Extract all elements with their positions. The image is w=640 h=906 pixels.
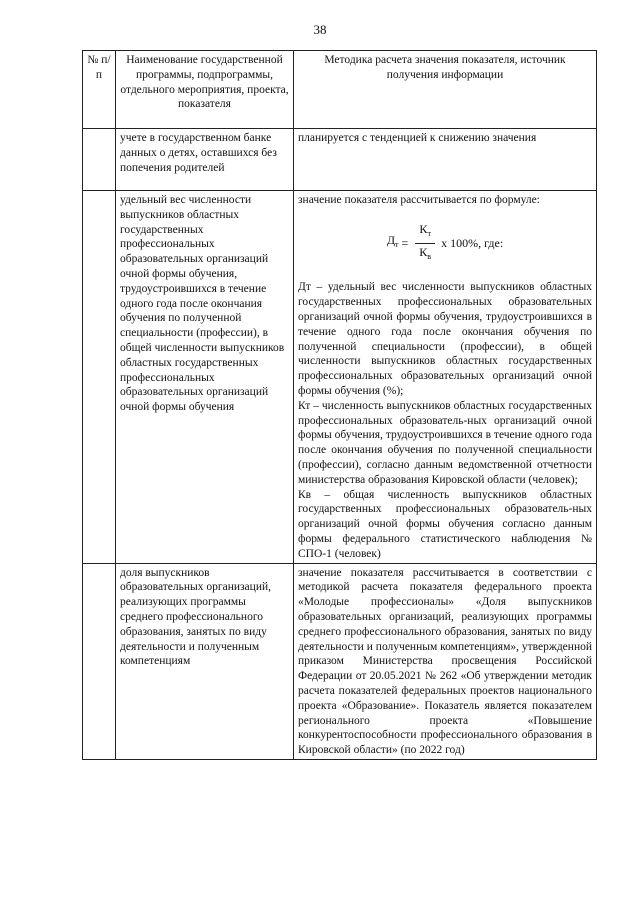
row1-name: учете в государственном банке данных о детях, оставшихся без попечения родителей	[116, 129, 294, 191]
definition-kt: Кт – численность выпускников областных государственных профессиональных образователь-ных организаций очной формы обучения, трудоустроившихся в течение одного года после окончания обучения по полученной специальности (профессии), согласно данным ведомственной отчетности министерства образования Кировской области (человек);	[298, 399, 592, 486]
definition-kv: Кв – общая численность выпускников областных государственных профессиональных образователь-ных организаций очной формы обучения согласно данным формы федерального статистического наблюдения № СПО-1 (человек)	[298, 488, 592, 560]
formula-numerator: $К_т$	[415, 222, 435, 244]
header-num: № п/п	[83, 51, 116, 129]
formula	[298, 222, 592, 265]
row1-method: планируется с тенденцией к снижению значения	[294, 129, 597, 191]
header-name: Наименование государственной программы, подпрограммы, отдельного мероприятия, проекта, показателя	[116, 51, 294, 129]
formula-lhs: $Д_т$	[386, 233, 399, 250]
formula-eq: =	[401, 235, 409, 250]
row1-num	[83, 129, 116, 191]
row2-method	[294, 191, 597, 564]
definition-dt: Дт – удельный вес численности выпускников областных государственных профессиональных образовательных организаций очной формы обучения, трудоустроившихся в течение одного года после окончания обучения по полученной специальности (профессии), в общей численности выпускников областных государственных профессиональных образовательных организаций очной формы обучения (%);	[298, 281, 592, 397]
header-method: Методика расчета значения показателя, источник получения информации	[294, 51, 597, 129]
formula-tail: x 100%, где:	[441, 235, 504, 250]
indicators-table	[82, 50, 597, 760]
row3-name: доля выпускников образовательных организаций, реализующих программы среднего профессионального образования, занятых по виду деятельности и полученным компетенциям	[116, 563, 294, 759]
table-row	[83, 563, 597, 759]
formula-denominator: $К_в$	[419, 244, 432, 261]
table-row	[83, 191, 597, 564]
formula-fraction	[415, 222, 435, 265]
row3-num	[83, 563, 116, 759]
table-header-row	[83, 51, 597, 129]
table-row	[83, 129, 597, 191]
page-number: 38	[313, 22, 327, 37]
formula-intro: значение показателя рассчитывается по формуле:	[298, 194, 540, 206]
row2-name: удельный вес численности выпускников областных государственных профессиональных образовательных организаций очной формы обучения, трудоустроившихся в течение одного года после окончания обучения по полученной специальности (профессии), в общей численности выпускников областных государственных профессиональных образовательных организаций очной формы обучения	[116, 191, 294, 564]
row2-num	[83, 191, 116, 564]
row3-method: значение показателя рассчитывается в соответствии с методикой расчета показателя федерального проекта «Молодые профессионалы» «Доля выпускников образовательных организаций, реализующих программы среднего профессионального образования, занятых по виду деятельности и полученным компетенциям», утвержденной приказом Министерства просвещения Российской Федерации от 20.05.2021 № 262 «Об утверждении методик расчета показателей федеральных проектов национального проекта «Образование». Показатель является показателем регионального проекта «Повышение конкурентоспособности профессионального образования в Кировской области» (по 2022 год)	[294, 563, 597, 759]
